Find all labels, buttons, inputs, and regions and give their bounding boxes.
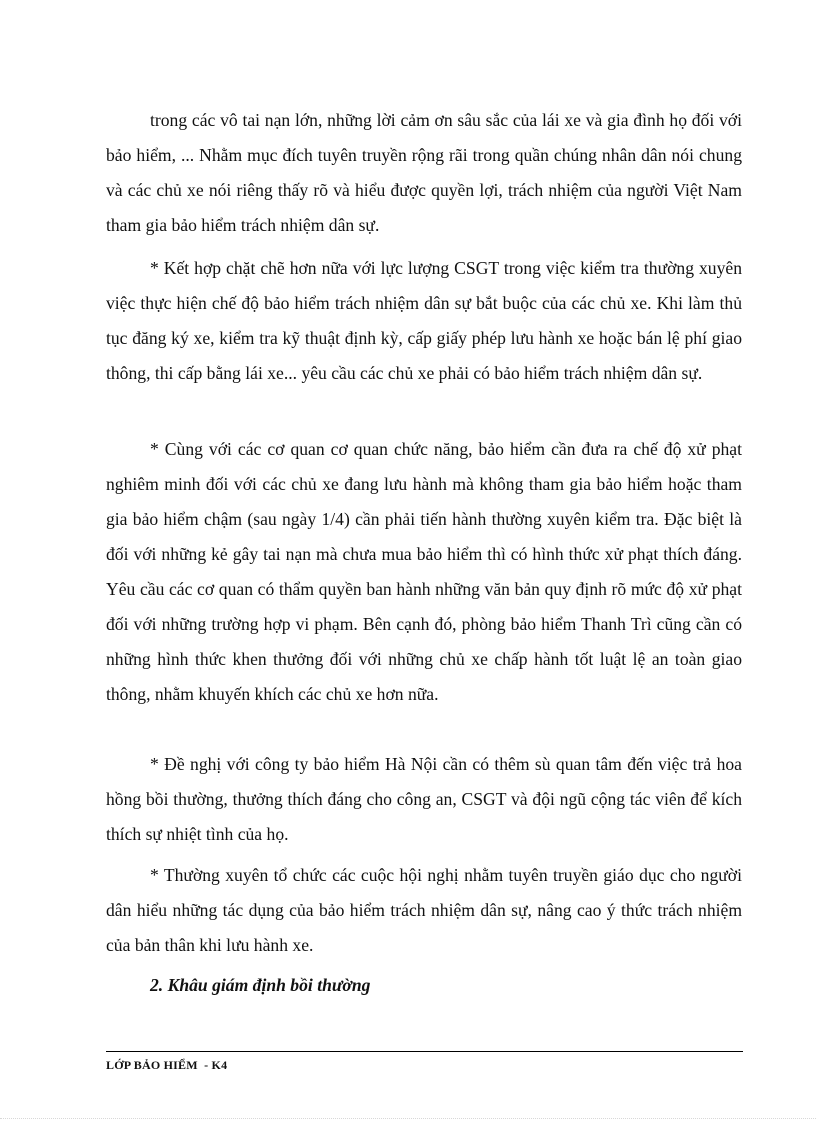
paragraph-conferences: * Thường xuyên tổ chức các cuộc hội nghị nhằm tuyên truyền giáo dục cho người dân hiểu những tác dụng của bảo hiểm trách nhiệm dân sự, nâng cao ý thức trách nhiệm của bản thân khi lưu hành xe. xyxy=(106,865,742,955)
paragraph-csgt-cooperation: * Kết hợp chặt chẽ hơn nữa với lực lượng CSGT trong việc kiểm tra thường xuyên việc thực hiện chế độ bảo hiểm trách nhiệm dân sự bắt buộc của các chủ xe. Khi làm thủ tục đăng ký xe, kiểm tra kỹ thuật định kỳ, cấp giấy phép lưu hành xe hoặc bán lệ phí giao thông, thi cấp bằng lái xe... yêu cầu các chủ xe phải có bảo hiểm trách nhiệm dân sự. xyxy=(106,258,742,383)
footer-divider xyxy=(106,1051,743,1052)
page-footer: LỚP BẢO HIỂM - K4 xyxy=(106,1058,228,1072)
section-heading: 2. Khâu giám định bồi thường xyxy=(150,975,371,995)
paragraph-commission-proposal: * Đề nghị với công ty bảo hiểm Hà Nội cần có thêm sù quan tâm đến việc trả hoa hồng bồi thường, thưởng thích đáng cho công an, CSGT và đội ngũ cộng tác viên để kích thích sự nhiệt tình của họ. xyxy=(106,754,742,844)
page-bottom-edge xyxy=(0,1118,816,1119)
paragraph-penalties: * Cùng với các cơ quan cơ quan chức năng, bảo hiểm cần đưa ra chế độ xử phạt nghiêm minh đối với các chủ xe đang lưu hành mà không tham gia bảo hiểm hoặc tham gia bảo hiểm chậm (sau ngày 1/4) cần phải tiến hành thường xuyên kiểm tra. Đặc biệt là đối với những kẻ gây tai nạn mà chưa mua bảo hiểm thì có hình thức xử phạt thích đáng. Yêu cầu các cơ quan có thẩm quyền ban hành những văn bản quy định rõ mức độ xử phạt đối với những trường hợp vi phạm. Bên cạnh đó, phòng bảo hiểm Thanh Trì cũng cần có những hình thức khen thưởng đối với những chủ xe chấp hành tốt luật lệ an toàn giao thông, nhằm khuyến khích các chủ xe hơn nữa. xyxy=(106,439,742,704)
paragraph-continuation: trong các vô tai nạn lớn, những lời cảm ơn sâu sắc của lái xe và gia đình họ đối với bảo hiểm, ... Nhằm mục đích tuyên truyền rộng rãi trong quần chúng nhân dân nói chung và các chủ xe nói riêng thấy rõ và hiểu được quyền lợi, trách nhiệm của người Việt Nam tham gia bảo hiểm trách nhiệm dân sự. xyxy=(106,110,742,235)
